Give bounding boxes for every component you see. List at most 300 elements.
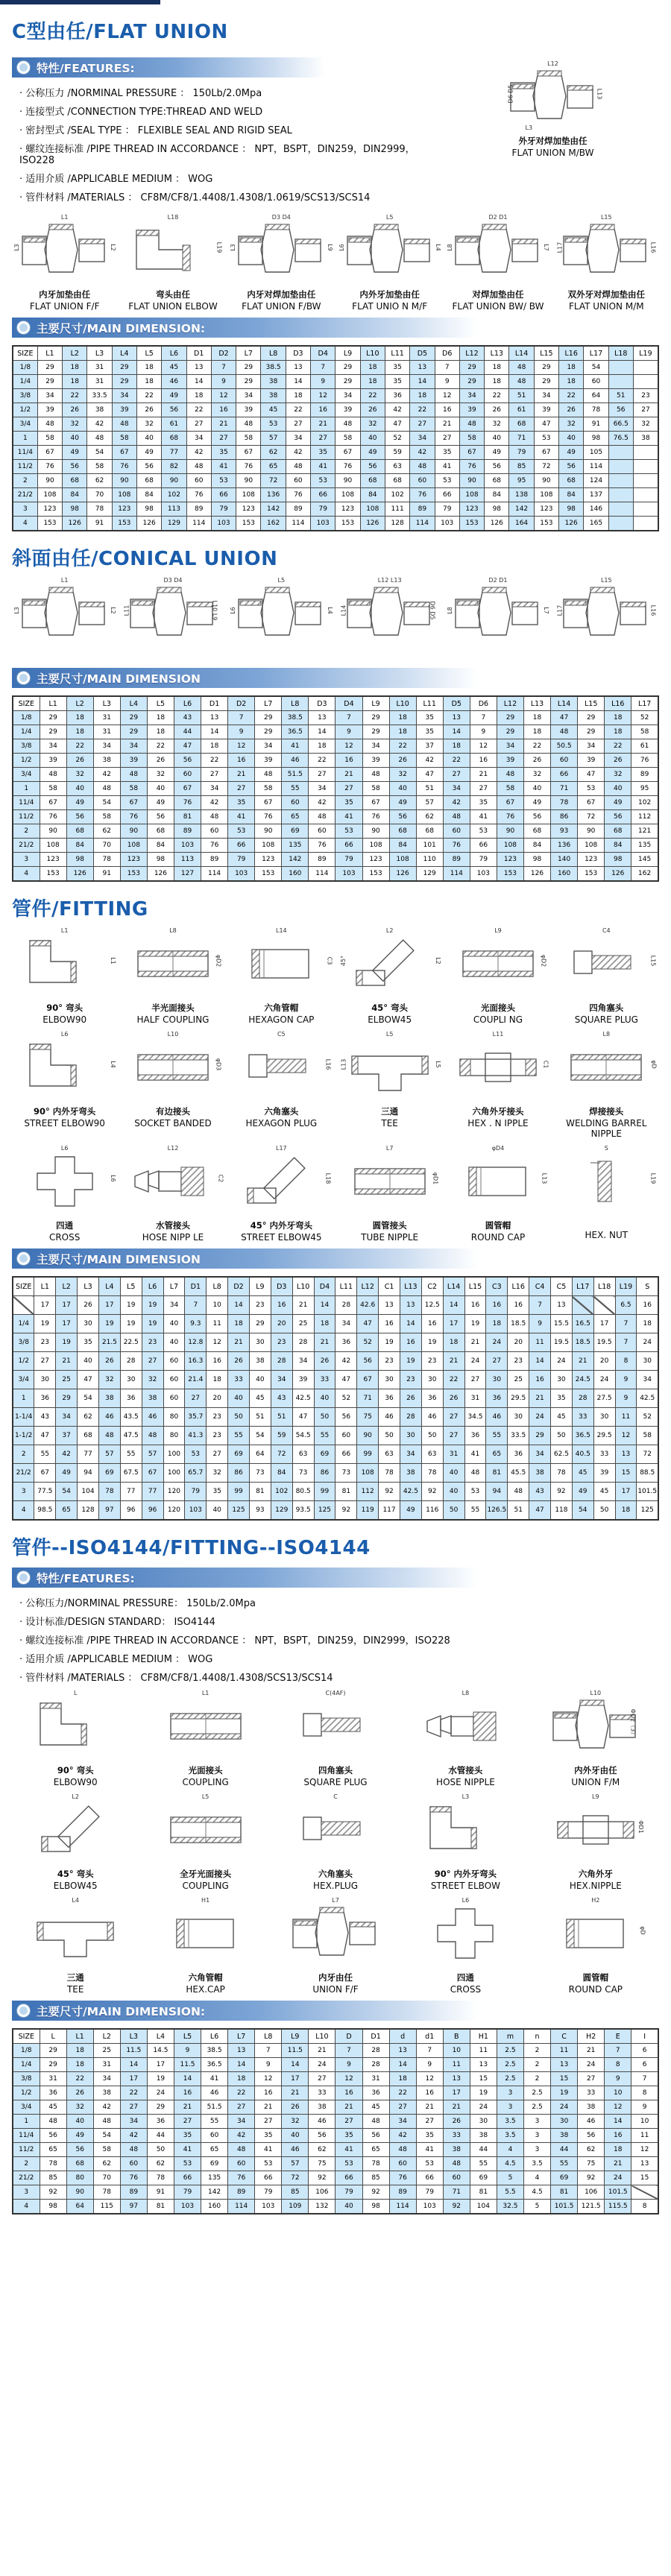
value-cell: 90 (459, 474, 484, 488)
value-cell: 9 (174, 2044, 201, 2058)
value-cell: 99 (228, 1483, 250, 1501)
value-cell: 160 (551, 867, 578, 882)
value-cell: 21 (443, 1352, 464, 1371)
value-cell: 16 (486, 1296, 508, 1315)
value-cell: 68 (509, 417, 534, 432)
value-cell: 14 (228, 2058, 255, 2072)
elbow90-diagram (12, 929, 117, 1025)
value-cell: 34 (336, 1315, 357, 1333)
diagram-label-en: TEE (66, 1984, 84, 1995)
value-cell: 30 (120, 1371, 142, 1389)
value-cell: 111 (385, 502, 409, 517)
value-cell: 72 (534, 460, 558, 474)
value-cell: 35 (416, 2129, 443, 2143)
value-cell: 15 (470, 2072, 497, 2086)
value-cell: 65 (282, 810, 309, 824)
dimension-label: L6 (60, 1031, 69, 1038)
value-cell: 5 (523, 2200, 550, 2214)
table-header-cell: L7 (228, 2029, 255, 2044)
fitting-drawing-graphic (157, 1691, 255, 1761)
dimension-label: L12 (167, 1145, 179, 1152)
value-cell: 21 (529, 1389, 551, 1408)
value-cell: 10 (605, 2086, 631, 2100)
value-cell: 35 (470, 796, 497, 810)
table-header-cell: L16 (559, 346, 584, 361)
dimension-label: L7 (385, 1145, 394, 1152)
technical-drawing (26, 1691, 125, 1761)
value-cell: 41 (174, 2143, 201, 2157)
table-header-cell: L14 (551, 696, 578, 711)
value-cell: 29 (578, 725, 605, 739)
diagram-label-en: ELBOW90 (42, 1014, 87, 1025)
value-cell: 15 (615, 1464, 637, 1483)
value-cell: 57 (282, 2157, 309, 2171)
value-cell: 42 (120, 2129, 147, 2143)
value-cell: 51 (271, 1408, 292, 1427)
value-cell: 42 (186, 446, 211, 460)
value-cell: 34 (163, 1296, 185, 1315)
value-cell: 29 (120, 725, 147, 739)
value-cell: 153 (120, 867, 147, 882)
value-cell: 27 (286, 417, 310, 432)
feature-item: · 公称压力 /NORMINAL PRESSURE ： 150Lb/2.0Mpa (19, 88, 262, 99)
value-cell: 19 (551, 2086, 578, 2100)
value-cell: 114 (410, 517, 435, 531)
value-cell: 92 (443, 2200, 470, 2214)
value-cell: 13 (186, 361, 211, 375)
value-cell: 102 (385, 488, 409, 502)
dimension-label: L (73, 1690, 78, 1696)
value-cell: 7 (470, 711, 497, 725)
value-cell: 101.5 (637, 1483, 658, 1501)
value-cell: 37 (416, 739, 443, 754)
value-cell: 60 (120, 2157, 147, 2171)
technical-drawing (26, 1898, 125, 1969)
value-cell: 36 (336, 1333, 357, 1352)
value-cell: 55 (282, 782, 309, 796)
value-cell: 49 (162, 389, 186, 403)
value-cell: 121.5 (578, 2200, 605, 2214)
value-cell: 49 (400, 1501, 421, 1521)
value-cell: 14 (443, 725, 470, 739)
value-cell: 40 (163, 1315, 185, 1333)
value-cell: 76 (389, 2171, 416, 2185)
value-cell: 67 (578, 796, 605, 810)
value-cell: 49 (147, 796, 174, 810)
value-cell: 29 (112, 375, 136, 389)
value-cell: 76 (120, 810, 147, 824)
value-cell: 92 (578, 2171, 605, 2185)
dimension-label: C5 (277, 1031, 286, 1038)
value-cell: 9 (470, 725, 497, 739)
value-cell: 76.5 (608, 432, 633, 446)
value-cell: 56 (578, 2129, 605, 2143)
value-cell: 78 (379, 1464, 400, 1483)
value-cell: 95 (631, 782, 658, 796)
diagram-label-en: COUPLI NG (473, 1014, 523, 1025)
section-title: 斜面由任/CONICAL UNION (12, 548, 278, 570)
diagram-label-en: WELDING BARREL NIPPLE (566, 1118, 647, 1139)
value-cell: 31 (93, 711, 120, 725)
table-header-cell: L6 (142, 1277, 163, 1296)
value-cell (572, 1296, 593, 1315)
value-cell: 38 (93, 2086, 120, 2100)
technical-drawing (504, 62, 602, 132)
value-cell: 29.5 (593, 1427, 615, 1445)
tee-diagram (337, 1032, 442, 1139)
value-cell: 40 (443, 1464, 464, 1483)
value-cell: 49 (136, 446, 161, 460)
value-cell: 109 (282, 2200, 309, 2214)
size-cell: 4 (13, 867, 40, 882)
value-cell: 17 (56, 1315, 78, 1333)
value-cell: 66 (211, 488, 236, 502)
value-cell: 15 (631, 2171, 658, 2185)
value-cell: 33.5 (87, 389, 112, 403)
table-header-cell: L10 (389, 696, 416, 711)
diagram-label-en: HEXAGON CAP (248, 1014, 315, 1025)
value-cell: 68 (63, 474, 87, 488)
conical-union-diagram-row (12, 578, 659, 662)
value-cell: 25 (292, 1315, 314, 1333)
value-cell: 108 (40, 839, 66, 853)
value-cell: 27 (186, 417, 211, 432)
value-cell: 153 (112, 517, 136, 531)
dimension-label: H2 (591, 1897, 600, 1904)
diagram-label-cn: 圆管帽 (485, 1220, 511, 1231)
value-cell: 12 (615, 1427, 637, 1445)
value-cell: 33 (572, 1408, 593, 1427)
diagram-label-cn: 90° 弯头 (57, 1765, 94, 1775)
technical-drawing (557, 929, 655, 999)
value-cell: 24 (486, 1333, 508, 1352)
value-cell: 22 (228, 2086, 255, 2100)
table-header-cell: D3 (309, 696, 336, 711)
dimension-label: D3 D4 (271, 214, 291, 221)
value-cell: 34 (529, 1445, 551, 1464)
value-cell: 14 (400, 1315, 421, 1333)
iso-dimension-table (12, 2028, 659, 2214)
value-cell: 21 (292, 1296, 314, 1315)
value-cell: 30 (550, 1371, 572, 1389)
value-cell: 72 (271, 1445, 292, 1464)
diagram-label-cn: 对焊加垫由任 (472, 289, 524, 300)
dimension-label: ΦD1 (637, 1820, 645, 1834)
table-header-cell: SIZE (13, 1277, 34, 1296)
dimension-label: L3 (13, 607, 20, 615)
value-cell: 14 (605, 2115, 631, 2129)
value-cell: 2 (523, 2058, 550, 2072)
table-row (13, 2115, 658, 2129)
value-cell: 46 (201, 2086, 228, 2100)
value-cell: 28 (120, 1352, 142, 1371)
size-cell: 1/8 (13, 361, 37, 375)
diagram-label-en: ROUND CAP (470, 1232, 526, 1243)
value-cell: 153 (336, 517, 360, 531)
value-cell: 21 (464, 1333, 486, 1352)
value-cell: 42 (87, 417, 112, 432)
value-cell: 68 (78, 1427, 99, 1445)
value-cell: 40 (485, 432, 509, 446)
value-cell: 58 (637, 1427, 658, 1445)
value-cell: 67 (362, 796, 389, 810)
value-cell: 65 (40, 2143, 66, 2157)
value-cell: 41 (336, 810, 362, 824)
table-row (13, 460, 658, 474)
value-cell: 58 (459, 432, 484, 446)
value-cell: 18 (63, 375, 87, 389)
table-header-cell: L17 (631, 696, 658, 711)
main-dimension-bar (12, 668, 659, 688)
diagram-label-en: ELBOW90 (53, 1777, 98, 1787)
value-cell: 47 (78, 1371, 99, 1389)
features-list (12, 1595, 659, 1684)
value-cell: 39 (534, 403, 558, 417)
value-cell: 50 (443, 1501, 464, 1521)
value-cell: 16 (336, 754, 362, 768)
value-cell: 60 (286, 474, 310, 488)
value-cell: 53 (211, 474, 236, 488)
technical-drawing (341, 1146, 439, 1216)
table-header-cell: L19 (633, 346, 658, 361)
value-cell: 23 (249, 1296, 271, 1315)
value-cell: 42 (56, 1445, 78, 1464)
value-cell: 90 (336, 474, 360, 488)
value-cell: 27.5 (593, 1389, 615, 1408)
value-cell: 68 (389, 824, 416, 839)
value-cell: 56 (360, 460, 385, 474)
value-cell: 18 (360, 361, 385, 375)
value-cell: 160 (282, 867, 309, 882)
dimension-label: φD (650, 1060, 658, 1070)
value-cell: 108 (459, 488, 484, 502)
value-cell: 27 (309, 2072, 336, 2086)
value-cell: 103 (311, 517, 336, 531)
value-cell: 90 (120, 824, 147, 839)
value-cell: 13 (615, 1445, 637, 1464)
diagram-label-en: ELBOW45 (368, 1014, 412, 1025)
value-cell: 62 (78, 1408, 99, 1427)
diagram-label-en: HEXAGON PLUG (245, 1118, 318, 1128)
value-cell: 2.5 (497, 2058, 523, 2072)
value-cell: 48 (509, 361, 534, 375)
value-cell: 26 (400, 1389, 421, 1408)
value-cell: 45 (261, 403, 286, 417)
fitting-drawing-graphic (449, 1032, 547, 1102)
value-cell: 53 (464, 1483, 486, 1501)
diagram-label-cn (229, 651, 334, 661)
value-cell: 114 (309, 867, 336, 882)
value-cell: 40 (605, 782, 631, 796)
value-cell: 48 (336, 417, 360, 432)
diagram-label-cn: 三通 (66, 1972, 84, 1983)
technical-drawing (157, 1691, 255, 1761)
value-cell: 19 (142, 1296, 163, 1315)
value-cell: 121 (631, 824, 658, 839)
street-elbow45-diagram (229, 1146, 334, 1243)
value-cell: 41 (464, 1445, 486, 1464)
dimension-label: L2 (434, 957, 441, 965)
fitting-drawing-graphic (416, 1795, 514, 1865)
value-cell: 72 (282, 2171, 309, 2185)
main-dimension-bar (12, 318, 659, 338)
value-cell: 10 (443, 2044, 470, 2058)
value-cell: 57 (142, 1445, 163, 1464)
value-cell: 128 (78, 1501, 99, 1521)
feature-item: · 螺纹连接标准 /PIPE THREAD IN ACCORDANCE ： NPT，BSPT，DIN259，DIN2999，ISO228 (19, 144, 415, 166)
table-header-cell: D5 (410, 346, 435, 361)
value-cell: 18 (66, 2044, 93, 2058)
dimension-label: L18 (324, 1173, 331, 1184)
value-cell: 65.7 (185, 1464, 207, 1483)
table-header-cell: SIZE (13, 346, 37, 361)
section-title: 管件/FITTING (12, 898, 148, 921)
table-header-cell: L14 (443, 1277, 464, 1296)
fitting-drawing-graphic (124, 215, 222, 285)
value-cell: 68 (416, 824, 443, 839)
size-cell: 4 (13, 2200, 40, 2214)
value-cell: 79 (185, 1483, 207, 1501)
value-cell: 91 (93, 867, 120, 882)
table-header-cell: D3 (271, 1277, 292, 1296)
value-cell: 36.5 (201, 2058, 228, 2072)
value-cell: 34 (578, 739, 605, 754)
value-cell: 60 (201, 824, 228, 839)
value-cell: 126 (523, 867, 550, 882)
value-cell: 34 (201, 782, 228, 796)
size-cell: 3 (13, 502, 37, 517)
value-cell: 123 (236, 502, 261, 517)
diagram-label-en: FLAT UNIO N M/F (352, 301, 428, 312)
value-cell: 64 (66, 2200, 93, 2214)
value-cell: 40 (389, 782, 416, 796)
table-row (13, 446, 658, 460)
table-header-cell: L13 (523, 696, 550, 711)
value-cell: 42 (443, 796, 470, 810)
value-cell: 9 (311, 375, 336, 389)
value-cell: 24 (637, 1333, 658, 1352)
value-cell: 102 (631, 796, 658, 810)
flat-union-dimension-table (12, 345, 659, 531)
value-cell: 40 (228, 1389, 250, 1408)
fitting-drawing-graphic (157, 1898, 255, 1969)
table-row (13, 796, 658, 810)
fitting-drawing-graphic (232, 578, 330, 648)
dimension-label: L1 (60, 214, 69, 221)
value-cell: 164 (509, 517, 534, 531)
value-cell: 64 (584, 389, 608, 403)
value-cell: 35 (416, 725, 443, 739)
diagram-label-en: FLAT UNION BW/ BW (452, 301, 544, 312)
main-dimension-bar-label: 主要尺寸/MAIN DIMENSION (37, 1252, 201, 1266)
dimension-label: φD1 (432, 1172, 439, 1185)
value-cell: 54 (93, 796, 120, 810)
value-cell: 103 (228, 867, 255, 882)
value-cell: 23 (207, 1427, 228, 1445)
value-cell: 2 (523, 2072, 550, 2086)
diagram-label-cn: 圆管接头 (372, 1220, 407, 1231)
table-header-cell: L17 (572, 1277, 593, 1296)
value-cell: 120 (163, 1501, 185, 1521)
value-cell: 89 (174, 824, 201, 839)
value-cell: 114 (443, 867, 470, 882)
value-cell: 40 (78, 1352, 99, 1371)
features-bar-label: 特性/FEATURES: (37, 61, 135, 75)
value-cell: 89 (443, 853, 470, 867)
value-cell (608, 488, 633, 502)
table-header-cell: L18 (593, 1277, 615, 1296)
table-header-cell: L1 (66, 2029, 93, 2044)
value-cell: 60 (228, 2157, 255, 2171)
value-cell (633, 446, 658, 460)
value-cell: 13 (470, 2058, 497, 2072)
table-header-cell: C3 (486, 1277, 508, 1296)
value-cell: 53 (336, 824, 362, 839)
value-cell: 34 (497, 739, 523, 754)
value-cell: 22 (186, 403, 211, 417)
value-cell: 126 (63, 517, 87, 531)
value-cell: 29 (37, 361, 62, 375)
value-cell: 56 (66, 2143, 93, 2157)
dimension-label: L5 (385, 1031, 394, 1038)
value-cell: 35 (385, 375, 409, 389)
size-cell: 1/4 (13, 1315, 34, 1333)
table-header-cell: L9 (282, 2029, 309, 2044)
value-cell: 26 (314, 1352, 336, 1371)
value-cell: 47 (534, 417, 558, 432)
value-cell: 12 (470, 739, 497, 754)
value-cell: 81 (486, 1464, 508, 1483)
diagram-label-en: COUPLING (182, 1881, 229, 1891)
table-header-cell: d (389, 2029, 416, 2044)
size-cell: 1-1/2 (13, 1427, 34, 1445)
value-cell: 67 (534, 446, 558, 460)
value-cell: 32 (605, 768, 631, 782)
value-cell: 55 (314, 1427, 336, 1445)
value-cell: 31 (464, 1389, 486, 1408)
technical-drawing (124, 929, 222, 999)
value-cell: 8 (615, 1352, 637, 1371)
diagram-label-en: FLAT UNION F/F (29, 301, 100, 312)
value-cell: 76 (459, 460, 484, 474)
value-cell: 127 (174, 867, 201, 882)
value-cell: 63 (379, 1445, 400, 1464)
value-cell: 43 (529, 1483, 551, 1501)
dimension-label: φD3 (215, 1058, 222, 1071)
dimension-label: L4 (434, 244, 441, 252)
value-cell: 27 (389, 2100, 416, 2115)
value-cell: 16 (464, 1296, 486, 1315)
value-cell: 7 (615, 1333, 637, 1352)
value-cell: 42 (410, 446, 435, 460)
value-cell: 18 (63, 361, 87, 375)
value-cell: 14 (389, 2058, 416, 2072)
technical-drawing (557, 215, 655, 285)
value-cell: 48 (93, 2115, 120, 2129)
table-row (13, 2200, 658, 2214)
tube-nipple-diagram (337, 1146, 442, 1243)
diagram-label-cn: 内牙由任 (318, 1972, 353, 1983)
dimension-label: L17 (556, 605, 564, 616)
hose-nipp-le-diagram (120, 1146, 225, 1243)
value-cell: 61 (631, 739, 658, 754)
value-cell: 32 (360, 417, 385, 432)
value-cell: 31 (443, 1445, 464, 1464)
value-cell: 100 (163, 1464, 185, 1483)
value-cell: 18 (523, 711, 550, 725)
value-cell: 85 (40, 2171, 66, 2185)
value-cell: 78 (98, 1483, 120, 1501)
